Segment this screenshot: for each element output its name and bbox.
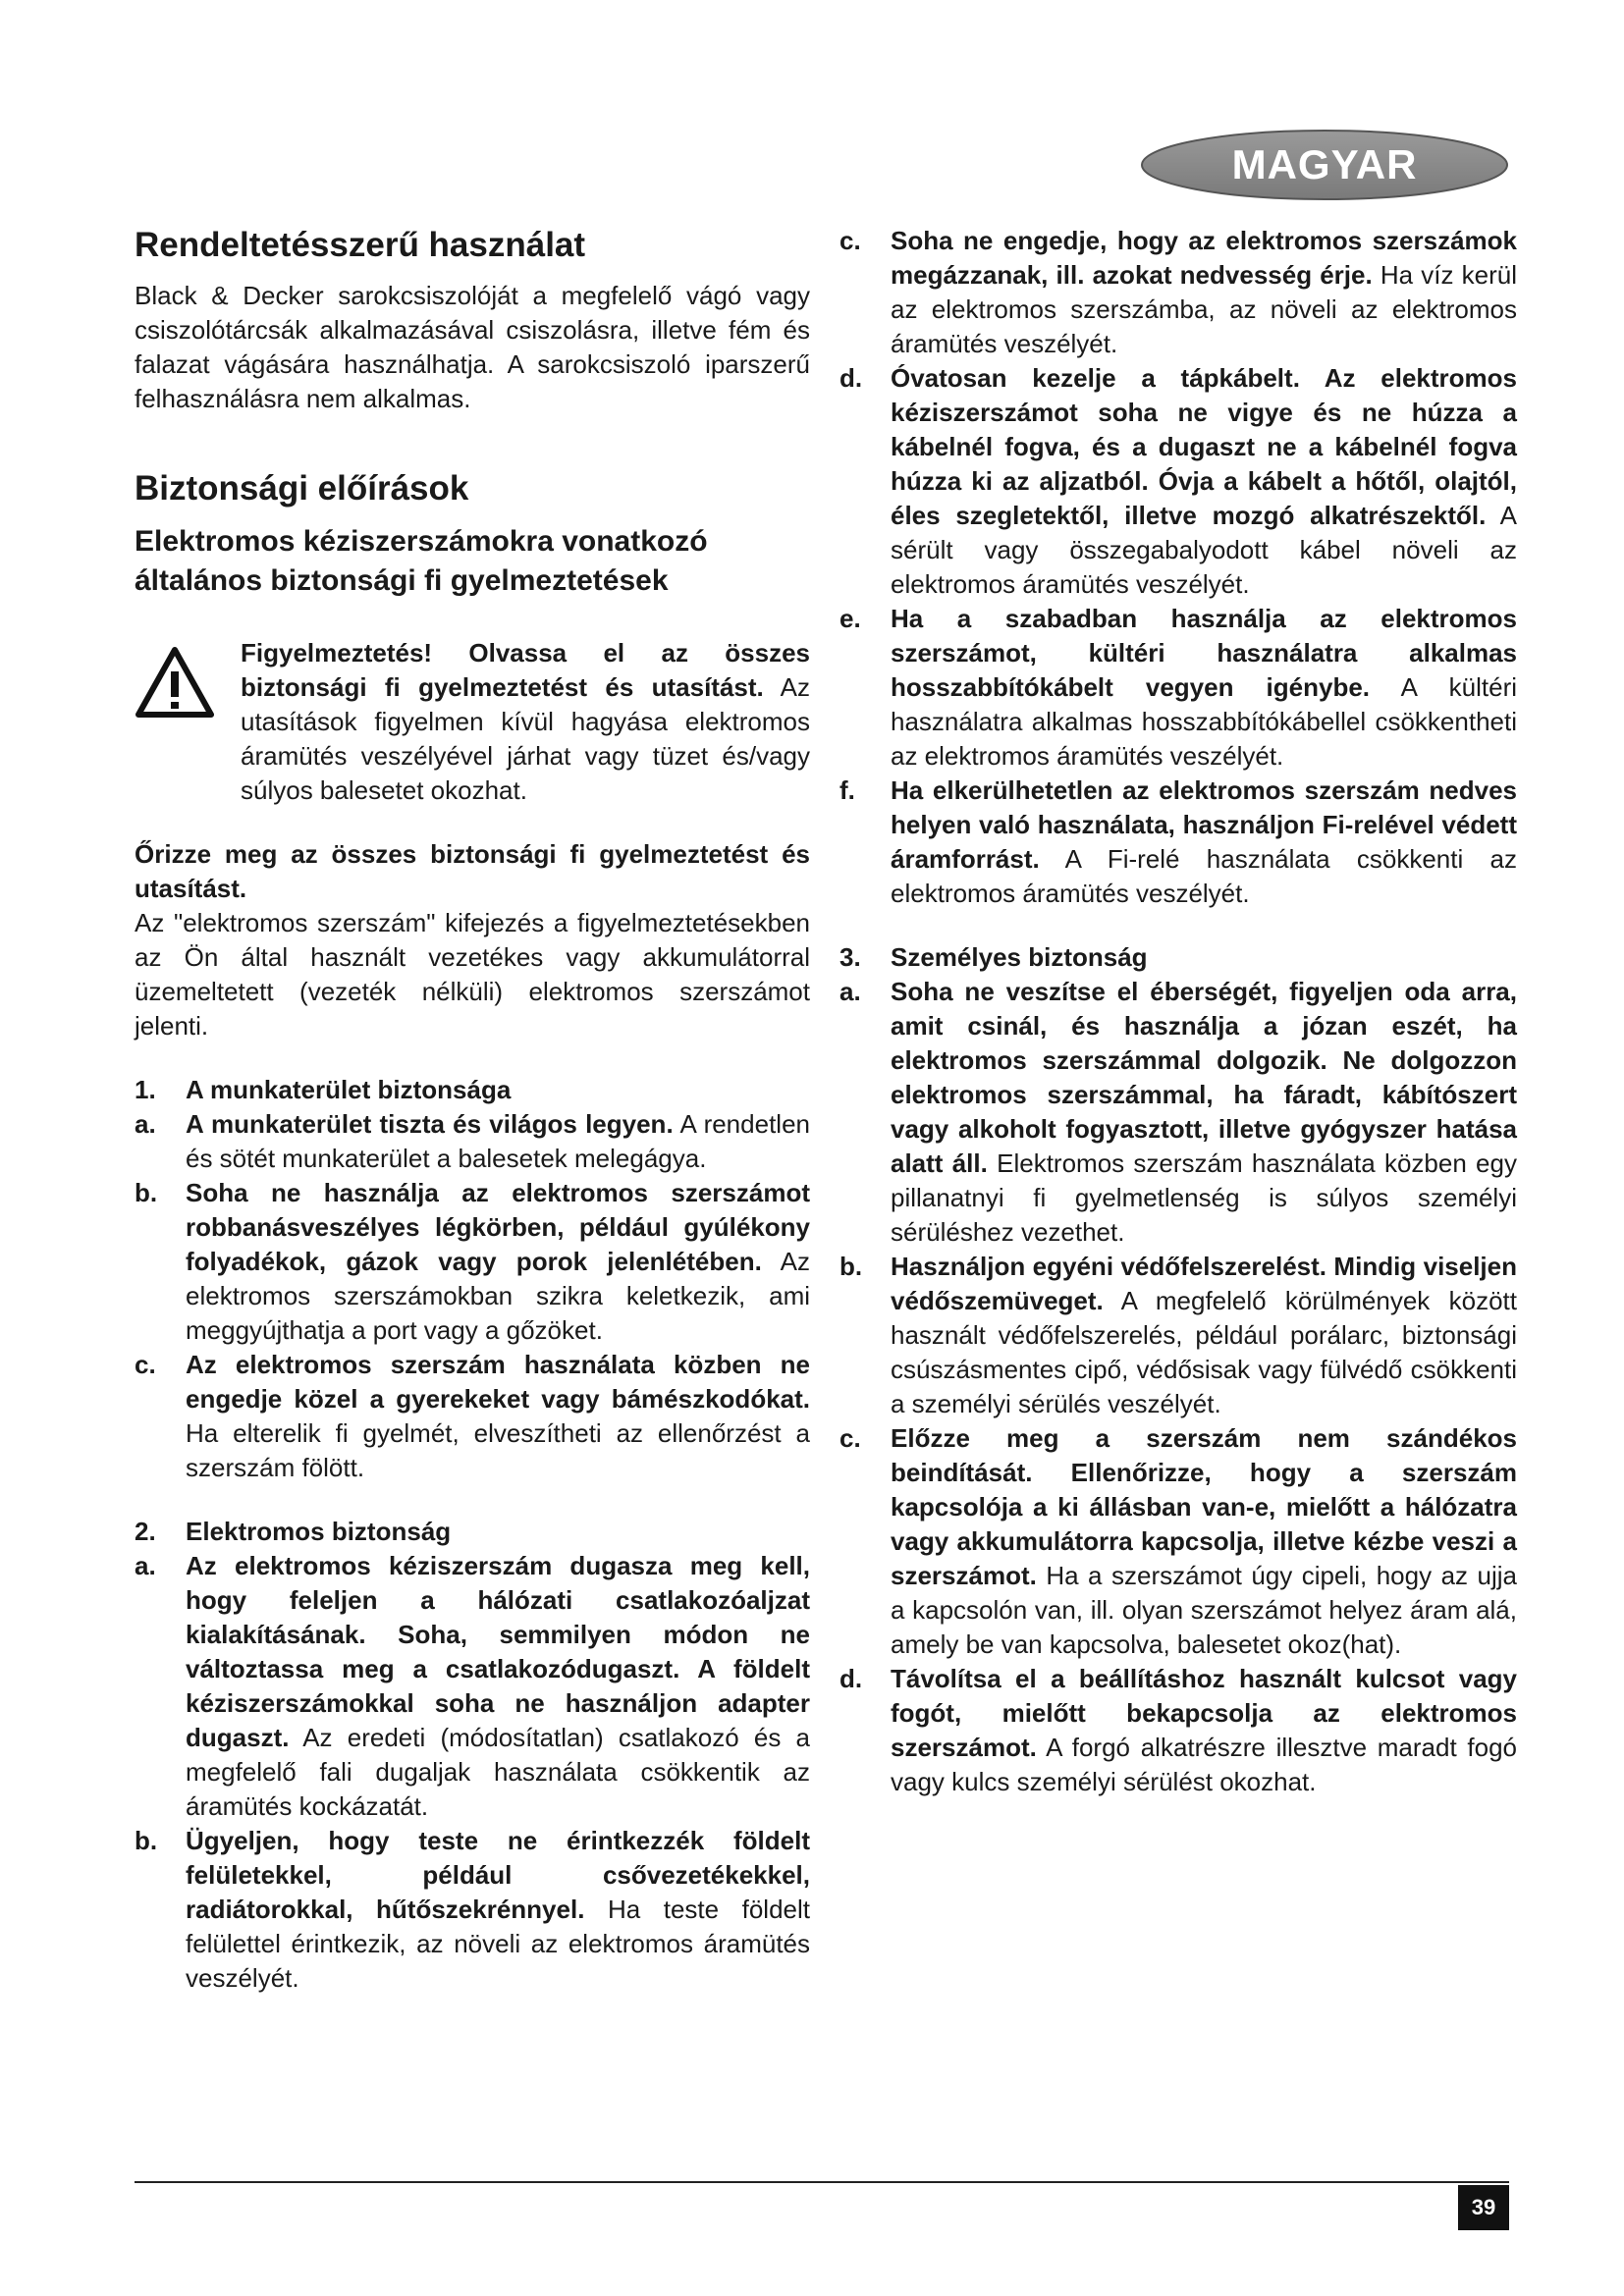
item-bold: Ha elkerülhetetlen az elektromos szerszám nedves helyen való használata, használjon Fi-relével védett áramforrást. [891, 775, 1517, 874]
item-text: A forgó alkatrészre illesztve maradt fogó vagy kulcs személyi sérülést okozhat. [891, 1733, 1517, 1796]
list-item [839, 774, 1517, 911]
list-item [135, 1549, 810, 1824]
section-electrical-safety [135, 1515, 810, 1549]
item-bold: Előzze meg a szerszám nem szándékos beindítását. Ellenőrizze, hogy a szerszám kapcsolója a ki állásban van-e, mielőtt a hálózatra vagy akkumulátorra kapcsolja, illetve kézbe veszi a szerszámot. [891, 1423, 1517, 1590]
footer-rule [135, 2181, 1509, 2183]
heading-intended-use: Rendeltetésszerű használat [135, 226, 586, 264]
section-title: A munkaterület biztonsága [186, 1075, 512, 1104]
item-marker: b. [135, 1178, 158, 1207]
item-text: Ha teste földelt felülettel érintkezik, az növeli az elektromos áramütés veszélyét. [186, 1895, 810, 1993]
item-marker: d. [839, 363, 863, 393]
list-item [839, 1421, 1517, 1662]
list-item [839, 975, 1517, 1250]
item-bold: Soha ne veszítse el éberségét, figyeljen oda arra, amit csinál, és használja a józan eszét, ha elektromos szerszámmal dolgozik. Ne dolgozzon elektromos szerszámmal, ha fáradt, kábítószert vagy alkoholt fogyasztott, illetve gyógyszer hatása alatt áll. [891, 977, 1517, 1178]
item-marker: a. [135, 1109, 156, 1139]
warning-block [135, 636, 810, 808]
warning-bold: Figyelmeztetés! Olvassa el az összes biztonsági fi gyelmeztetést és utasítást. [241, 638, 810, 702]
right-column [839, 224, 1517, 1799]
item-marker: a. [135, 1551, 156, 1580]
heading-safety: Biztonsági előírások [135, 469, 469, 507]
item-bold: Ha a szabadban használja az elektromos szerszámot, kültéri használatra alkalmas hosszabbítókábelt vegyen igénybe. [891, 604, 1517, 702]
item-text: A rendetlen és sötét munkaterület a balesetek melegágya. [186, 1109, 810, 1173]
item-text: Ha elterelik fi gyelmét, elveszítheti az ellenőrzést a szerszám fölött. [186, 1418, 810, 1482]
item-bold: Soha ne engedje, hogy az elektromos szerszámok megázzanak, ill. azokat nedvesség érje. [891, 226, 1517, 290]
item-bold: Távolítsa el a beállításhoz használt kulcsot vagy fogót, mielőtt bekapcsolja az elektromos szerszámot. [891, 1664, 1517, 1762]
list-item [135, 1107, 810, 1176]
item-text: Elektromos szerszám használata közben egy pillanatnyi fi gyelmetlenség is súlyos személyi sérüléshez vezethet. [891, 1148, 1517, 1247]
page-number: 39 [1458, 2185, 1509, 2230]
section-number: 2. [135, 1517, 156, 1546]
item-marker: c. [839, 1423, 861, 1453]
list-item [839, 361, 1517, 602]
section-work-area [135, 1073, 810, 1107]
language-tab [1139, 128, 1510, 202]
item-text: A kültéri használatra alkalmas hosszabbítókábellel csökkentheti az elektromos áramütés veszélyét. [891, 672, 1517, 771]
intended-use-text: Black & Decker sarokcsiszolóját a megfelelő vágó vagy csiszolótárcsák alkalmazásával csiszolásra, illetve fém és falazat vágására használhatja. A sarokcsiszoló iparszerű felhasználásra nem alkalmas. [135, 281, 810, 413]
item-marker: a. [839, 977, 861, 1006]
item-text: A megfelelő körülmények között használt védőfelszerelés, például porálarc, biztonsági csúszásmentes cipő, védősisak vagy fülvédő csökkenti a személyi sérülés veszélyét. [891, 1286, 1517, 1418]
item-marker: b. [135, 1826, 158, 1855]
item-bold: Soha ne használja az elektromos szerszámot robbanásveszélyes légkörben, például gyúlékony folyadékok, gázok vagy porok jelenlétében. [186, 1178, 810, 1276]
keep-instructions-text: Az "elektromos szerszám" kifejezés a figyelmeztetésekben az Ön által használt vezetékes vagy akkumulátorral üzemeltetett (vezeték nélküli) elektromos szerszámot jelenti. [135, 908, 810, 1041]
language-label: MAGYAR [1231, 141, 1418, 187]
item-bold: Az elektromos kéziszerszám dugasza meg kell, hogy feleljen a hálózati csatlakozóaljzat kialakításának. Soha, semmilyen módon ne változtassa meg a csatlakozódugaszt. A földelt kéziszerszámokkal soha ne használjon adapter dugaszt. [186, 1551, 810, 1752]
list-item [135, 1176, 810, 1348]
item-marker: f. [839, 775, 855, 805]
item-text: Az elektromos szerszámokban szikra keletkezik, ami meggyújthatja a port vagy a gőzöket. [186, 1247, 810, 1345]
warning-text: Az utasítások figyelmen kívül hagyása elektromos áramütés veszélyével járhat vagy tüzet és/vagy súlyos balesetet okozhat. [241, 672, 810, 805]
item-bold: Az elektromos szerszám használata közben ne engedje közel a gyerekeket vagy bámészkodókat. [186, 1350, 810, 1414]
section-personal-safety [839, 940, 1517, 975]
keep-instructions-bold: Őrizze meg az összes biztonsági fi gyelmeztetést és utasítást. [135, 839, 810, 903]
item-text: Ha a szerszámot úgy cipeli, hogy az ujja a kapcsolón van, ill. olyan szerszámot helyez áram alá, amely be van kapcsolva, balesetet okoz(hat). [891, 1561, 1517, 1659]
item-bold: Ügyeljen, hogy teste ne érintkezzék földelt felületekkel, például csővezetékekkel, radiátorokkal, hűtőszekrénnyel. [186, 1826, 810, 1924]
list-item [135, 1348, 810, 1485]
left-column [135, 224, 810, 1996]
list-item [839, 1662, 1517, 1799]
list-item [839, 602, 1517, 774]
item-text: Ha víz kerül az elektromos szerszámba, az növeli az elektromos áramütés veszélyét. [891, 260, 1517, 358]
section-title: Személyes biztonság [891, 942, 1148, 972]
list-item [135, 1824, 810, 1996]
section-number: 3. [839, 942, 861, 972]
item-text: Az eredeti (módosítatlan) csatlakozó és a megfelelő fali dugaljak használata csökkentik az áramütés kockázatát. [186, 1723, 810, 1821]
item-bold: Használjon egyéni védőfelszerelést. Mindig viseljen védőszemüveget. [891, 1252, 1517, 1315]
list-item [839, 1250, 1517, 1421]
warning-triangle-icon [135, 646, 215, 719]
item-marker: c. [839, 226, 861, 255]
section-number: 1. [135, 1075, 156, 1104]
item-marker: d. [839, 1664, 863, 1693]
item-bold: Óvatosan kezelje a tápkábelt. Az elektromos kéziszerszámot soha ne vigye és ne húzza a kábelnél fogva, és a dugaszt ne a kábelnél fogva húzza ki az aljzatból. Óvja a kábelt a hőtől, olajtól, éles szegletektől, illetve mozgó alkatrészektől. [891, 363, 1517, 530]
item-marker: e. [839, 604, 861, 633]
item-marker: c. [135, 1350, 156, 1379]
item-text: A Fi-relé használata csökkenti az elektromos áramütés veszélyét. [891, 844, 1517, 908]
item-bold: A munkaterület tiszta és világos legyen. [186, 1109, 674, 1139]
list-item [839, 224, 1517, 361]
item-marker: b. [839, 1252, 863, 1281]
subheading-general-warnings: Elektromos kéziszerszámokra vonatkozó általános biztonsági fi gyelmeztetések [135, 525, 708, 597]
item-text: A sérült vagy összegabalyodott kábel növeli az elektromos áramütés veszélyét. [891, 501, 1518, 599]
section-title: Elektromos biztonság [186, 1517, 452, 1546]
